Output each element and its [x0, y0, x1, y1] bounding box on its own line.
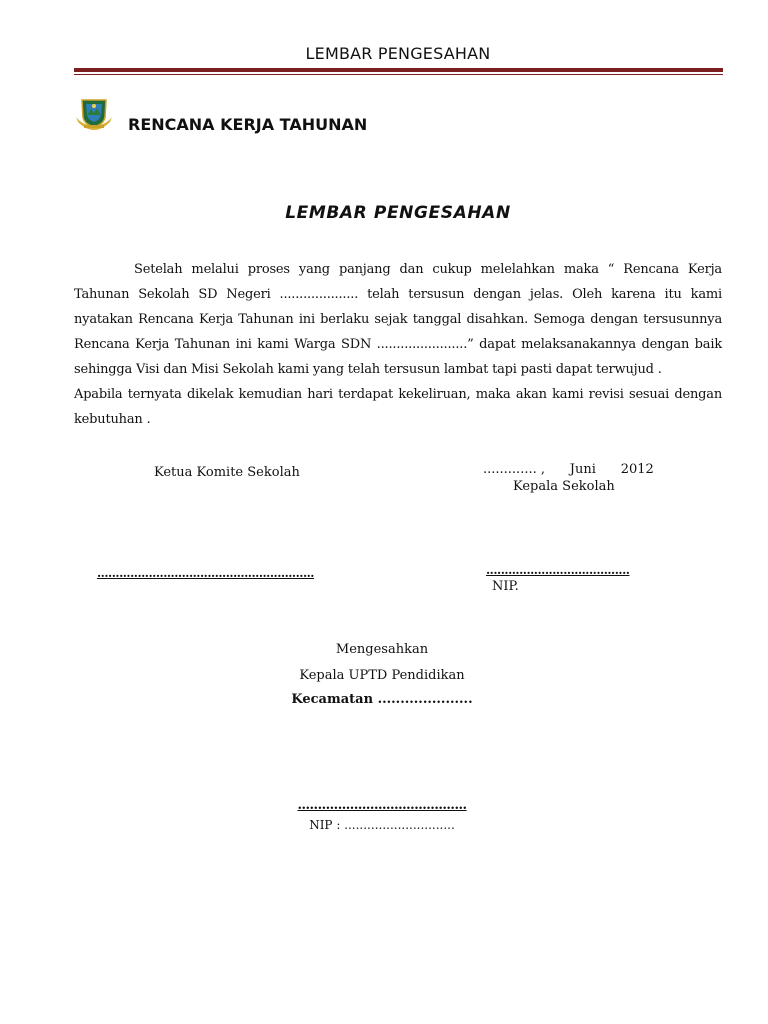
paragraph-revision: Apabila ternyata dikelak kemudian hari terdapat kekeliruan, maka akan kami revisi sesuai dengan kebutuhan . [74, 387, 722, 427]
approval-name-line: .......................................... [297, 798, 467, 813]
document-heading: RENCANA KERJA TAHUNAN [128, 115, 368, 134]
date-month: Juni [569, 462, 596, 477]
page-header-title: LEMBAR PENGESAHAN [305, 44, 491, 63]
header-rule-thin [74, 74, 723, 75]
approval-district: Kecamatan ..................... [291, 692, 473, 707]
approval-position: Kepala UPTD Pendidikan [299, 668, 465, 683]
signature-date [483, 462, 654, 477]
body-text [74, 257, 722, 432]
main-title: LEMBAR PENGESAHAN [285, 203, 511, 223]
committee-chair-name-line: ........................................................... [97, 566, 314, 580]
principal-name-line: ....................................... [486, 563, 630, 577]
committee-chair-title: Ketua Komite Sekolah [154, 465, 300, 480]
approval-nip: NIP : ............................. [309, 818, 455, 832]
date-year: 2012 [620, 462, 654, 477]
header-rule-thick [74, 68, 723, 72]
principal-nip: NIP. [492, 579, 519, 594]
paragraph-intro: Setelah melalui proses yang panjang dan cukup melelahkan maka “ Rencana Kerja Tahunan Sekolah SD Negeri .................... telah tersusun dengan jelas. Oleh karena itu kami nyatakan Rencana Kerja Tahunan ini berlaku sejak tanggal disahkan. Semoga dengan tersusunnya Rencana Kerja Tahunan ini kami Warga SDN .......................” dapat melaksanakannya dengan baik sehingga Visi dan Misi Sekolah kami yang telah tersusun lambat tapi pasti dapat terwujud . [74, 262, 722, 377]
regional-emblem-logo [74, 95, 114, 135]
date-place: ............. , [483, 462, 545, 477]
principal-title: Kepala Sekolah [513, 479, 615, 494]
approval-label: Mengesahkan [335, 642, 429, 657]
